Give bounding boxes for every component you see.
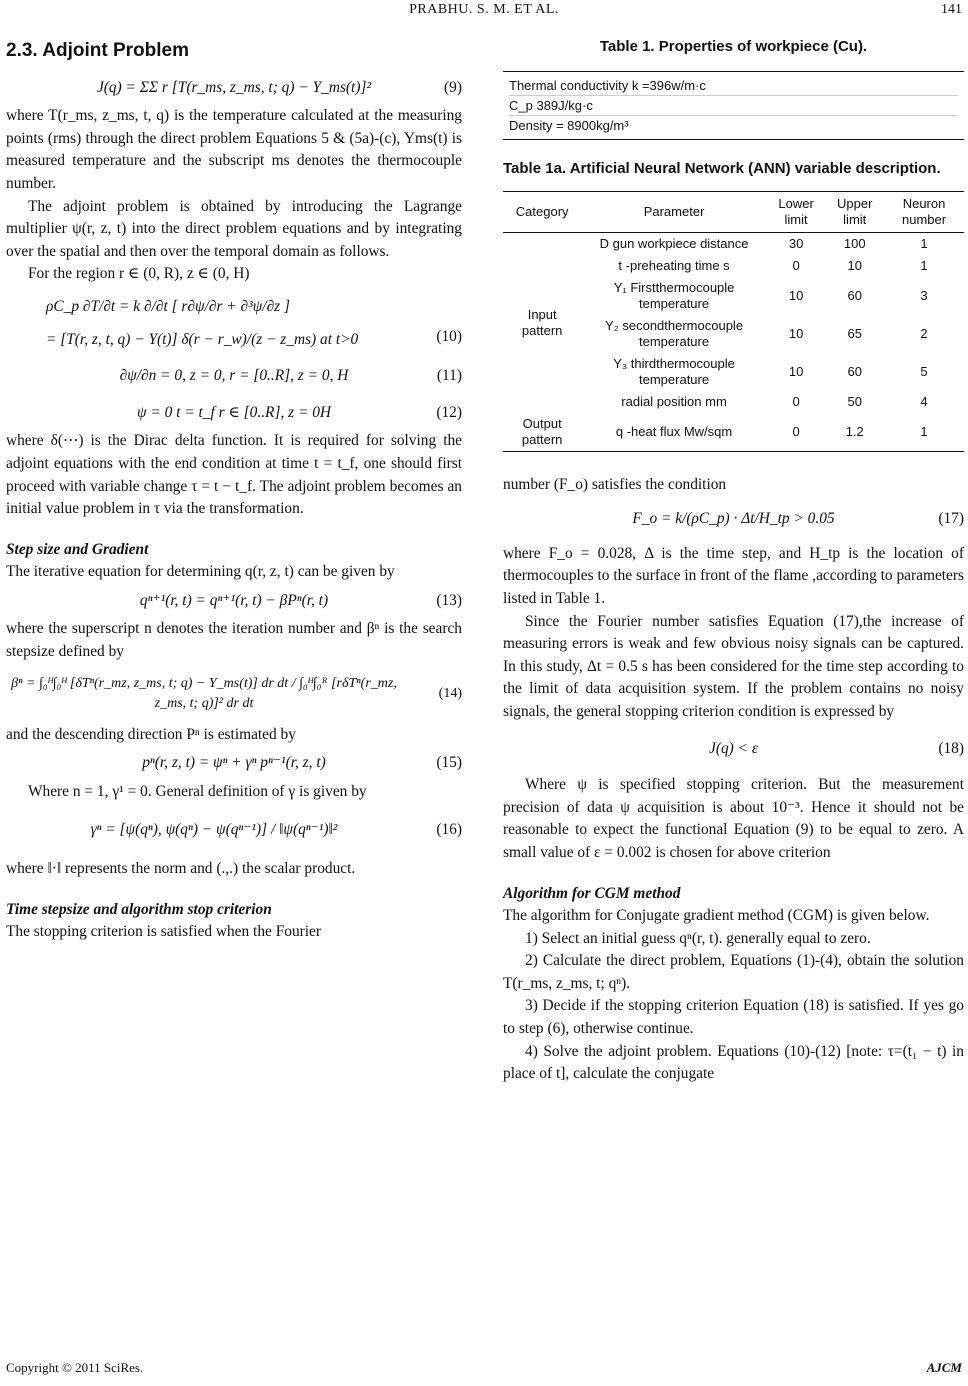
table-cell: 10 — [788, 287, 804, 303]
column-header: Parameter — [581, 191, 766, 232]
table-cell: 1 — [884, 413, 964, 452]
equation-10-number: (10) — [436, 327, 462, 345]
paragraph: and the descending direction Pⁿ is estimated by — [6, 725, 296, 743]
algorithm-step: 4) Solve the adjoint problem. Equations (10)-(12) [note: τ=(t₁ − t) in place of t], calculate the conjugate — [503, 1042, 964, 1083]
equation-17-number: (17) — [938, 510, 964, 528]
table-cell: 50 — [847, 393, 862, 409]
table-1a-caption: Table 1a. Artificial Neural Network (ANN) variable description. — [503, 159, 941, 177]
table-cell: Y₂ secondthermocouple temperature — [605, 317, 744, 349]
copyright-footer: Copyright © 2011 SciRes. — [6, 1360, 144, 1375]
table-cell: 0 — [767, 413, 826, 452]
algorithm-step: 3) Decide if the stopping criterion Equation (18) is satisfied. If yes go to step (6), otherwise continue. — [503, 997, 964, 1038]
table-1-row: Density = 8900kg/m³ — [509, 117, 629, 133]
table-row — [503, 232, 964, 255]
equation-14 — [6, 674, 462, 714]
paragraph: The algorithm for Conjugate gradient method (CGM) is given below. — [503, 907, 930, 925]
paragraph: where the superscript n denotes the iteration number and βⁿ is the search stepsize defined by — [6, 620, 462, 661]
equation-16-body: γⁿ = [ψ(qⁿ), ψ(qⁿ) − ψ(qⁿ⁻¹)] / ‖ψ(qⁿ⁻¹)‖² — [90, 821, 338, 839]
equation-15-number: (15) — [436, 754, 462, 772]
table-cell: Y₃ thirdthermocouple temperature — [613, 355, 735, 387]
table-cell: 10 — [847, 257, 862, 273]
paragraph: where δ(⋯) is the Dirac delta function. It is required for solving the adjoint equations with the end condition at time t = t_f, one should first proceed with variable change τ = t − t_f. The adjoint problem becomes an initial value problem in τ via the transformation. — [6, 432, 462, 518]
equation-9-body: J(q) = ΣΣ r [T(r_ms, z_ms, t; q) − Y_ms(t)]² — [96, 78, 372, 96]
paragraph: where T(r_ms, z_ms, t, q) is the temperature calculated at the measuring points (rms) through the direct problem Equations 5 & (5a)-(c), Yms(t) is measured temperature and the subscript ms denotes the thermocouple number. — [6, 107, 462, 192]
equation-16 — [6, 819, 462, 842]
journal-footer: AJCM — [926, 1360, 962, 1375]
equation-10-line2: = [T(r, z, t, q) − Y(t)] δ(r − r_w)/(z − z_ms) at t>0 — [46, 330, 359, 348]
equation-12-number: (12) — [436, 403, 462, 421]
table-cell: 3 — [920, 287, 928, 303]
subsection-heading: Time stepsize and algorithm stop criterion — [6, 900, 272, 918]
table-cell: 0 — [792, 257, 800, 273]
paragraph: The adjoint problem is obtained by introducing the Lagrange multiplier ψ(r, z, t) into the direct problem equations and by integrating over the spatial and then over the temporal domain as follows. — [6, 197, 462, 260]
table-1-row: C_p 389J/kg·c — [509, 96, 958, 116]
equation-11 — [6, 365, 462, 388]
ann-table — [503, 191, 964, 452]
column-header: Lower limit — [767, 191, 826, 232]
paragraph: Where n = 1, γ¹ = 0. General definition of γ is given by — [28, 782, 367, 800]
equation-13-body: qⁿ⁺¹(r, t) = qⁿ⁺¹(r, t) − βPⁿ(r, t) — [139, 591, 329, 609]
equation-11-body: ∂ψ/∂n = 0, z = 0, r = [0..R], z = 0, H — [119, 367, 349, 385]
table-cell: Y₁ Firstthermocouple temperature — [613, 279, 735, 311]
equation-15 — [6, 752, 462, 775]
paragraph: where F_o = 0.028, Δ is the time step, and H_tp is the location of thermocouples to the surface in front of the flame ,according to parameters listed in Table 1. — [503, 544, 964, 607]
table-cell: 1 — [920, 235, 928, 251]
table-cell: 0 — [792, 393, 800, 409]
right-column — [503, 36, 964, 1086]
table-cell: Output pattern — [503, 413, 581, 452]
equation-18-number: (18) — [938, 739, 964, 757]
equation-15-body: pⁿ(r, z, t) = ψⁿ + γⁿ pⁿ⁻¹(r, z, t) — [142, 754, 326, 772]
page-number: 141 — [941, 2, 962, 17]
table-row — [503, 413, 964, 452]
table-cell: D gun workpiece distance — [599, 235, 749, 251]
paragraph: Since the Fourier number satisfies Equation (17),the increase of measuring errors is weak and few obvious noisy signals can be captured. In this study, Δt = 0.5 s has been considered for the time step according to the limit of data acquisition system. If the problem contains no noisy signals, the general stopping criterion condition is expressed by — [503, 612, 964, 720]
equation-14-body: βⁿ = ∫₀ᴴ∫₀ᴴ [δTⁿ(r_mz, z_ms, t; q) − Y_ms(t)] dr dt / ∫₀ᴴ∫₀ᴿ [rδTⁿ(r_mz, z_ms, t; q)]² dr dt — [11, 675, 397, 711]
table-cell: 10 — [788, 325, 804, 341]
subsection-heading: Step size and Gradient — [6, 540, 149, 558]
table-header-row — [503, 191, 964, 232]
left-column — [6, 36, 462, 944]
column-header: Neuron number — [884, 191, 964, 232]
paragraph: number (F_o) satisfies the condition — [503, 475, 727, 493]
equation-17 — [503, 508, 964, 531]
paragraph: where ‖·‖ represents the norm and (.,.) the scalar product. — [6, 860, 356, 878]
equation-12 — [6, 402, 462, 425]
equation-9-number: (9) — [444, 78, 462, 96]
paragraph: The stopping criterion is satisfied when the Fourier — [6, 923, 322, 941]
equation-12-body: ψ = 0 t = t_f r ∈ [0..R], z = 0H — [136, 403, 332, 421]
page-header — [0, 0, 968, 24]
table-cell: t -preheating time s — [618, 257, 730, 273]
equation-9 — [6, 77, 462, 100]
equation-10-line1: ρC_p ∂T/∂t = k ∂/∂t [ r∂ψ/∂r + ∂³ψ/∂z ] — [46, 297, 291, 315]
table-cell: 1.2 — [825, 413, 884, 452]
table-cell: Input pattern — [521, 306, 563, 338]
equation-10 — [6, 296, 462, 351]
table-cell: 100 — [843, 235, 866, 251]
equation-14-number: (14) — [438, 685, 462, 701]
table-cell: 30 — [788, 235, 804, 251]
algorithm-step: 2) Calculate the direct problem, Equations (1)-(4), obtain the solution T(r_ms, z_ms, t; qⁿ). — [503, 952, 964, 992]
equation-13-number: (13) — [436, 591, 462, 609]
table-cell: 60 — [847, 363, 862, 379]
table-cell: radial position mm — [621, 393, 727, 409]
table-cell: 65 — [847, 325, 862, 341]
table-1-row: Thermal conductivity k =396w/m·c — [509, 76, 958, 96]
paragraph: For the region r ∈ (0, R), z ∈ (0, H) — [28, 265, 250, 283]
table-1 — [503, 71, 964, 140]
equation-13 — [6, 590, 462, 613]
section-title: 2.3. Adjoint Problem — [6, 40, 189, 61]
equation-16-number: (16) — [436, 821, 462, 839]
table-cell: 60 — [847, 287, 862, 303]
table-1-caption: Table 1. Properties of workpiece (Cu). — [599, 38, 868, 55]
table-cell: 1 — [920, 257, 928, 273]
table-cell: 5 — [920, 363, 928, 379]
equation-18-body: J(q) < ε — [709, 739, 758, 757]
subsection-heading: Algorithm for CGM method — [503, 884, 681, 902]
table-cell: 2 — [920, 325, 928, 341]
equation-17-body: F_o = k/(ρC_p) · Δt/H_tp > 0.05 — [632, 510, 835, 528]
paragraph: The iterative equation for determining q(r, z, t) can be given by — [6, 563, 395, 581]
paragraph: Where ψ is specified stopping criterion. But the measurement precision of data ψ acquisition is about 10⁻³. Hence it should not be reasonable to expect the functional Equation (9) to be equal to zero. A small value of ε = 0.002 is chosen for above criterion — [503, 776, 964, 861]
column-header: Upper limit — [825, 191, 884, 232]
equation-11-number: (11) — [436, 367, 462, 385]
table-cell: 10 — [788, 363, 804, 379]
equation-18 — [503, 738, 964, 761]
algorithm-step: 1) Select an initial guess qⁿ(r, t). generally equal to zero. — [525, 929, 871, 947]
table-cell: q -heat flux Mw/sqm — [581, 413, 766, 452]
column-header: Category — [503, 191, 581, 232]
running-title: PRABHU. S. M. ET AL. — [409, 2, 559, 17]
table-cell: 4 — [920, 393, 928, 409]
